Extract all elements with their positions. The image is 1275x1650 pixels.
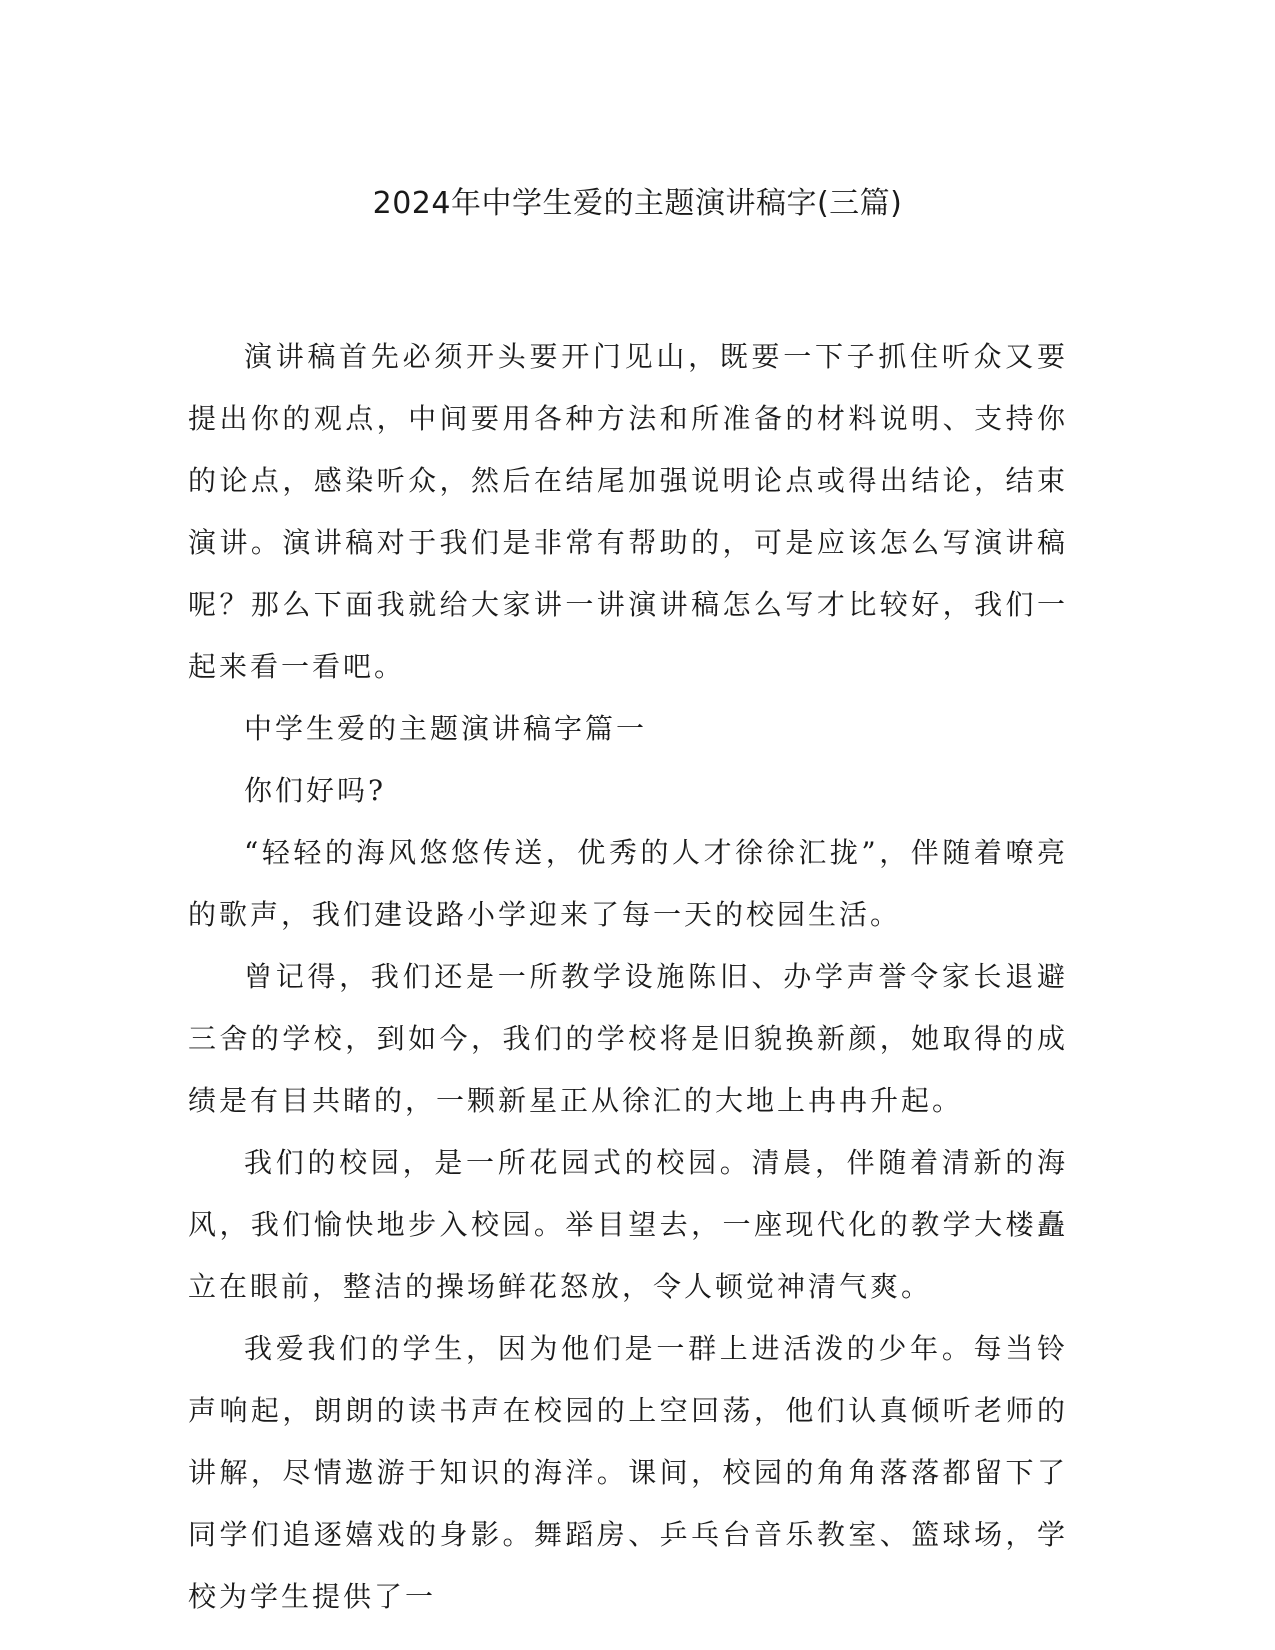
paragraph-greeting: 你们好吗? xyxy=(244,774,387,807)
document-title: 2024年中学生爱的主题演讲稿字(三篇) xyxy=(372,186,903,221)
paragraph-history: 曾记得，我们还是一所教学设施陈旧、办学声誉令家长退避三舍的学校，到如今，我们的学校将是旧貌换新颜，她取得的成绩是有目共睹的，一颗新星正从徐汇的大地上冉冉升起。 xyxy=(188,960,1068,1117)
paragraph-campus: 我们的校园，是一所花园式的校园。清晨，伴随着清新的海风，我们愉快地步入校园。举目望去，一座现代化的教学大楼矗立在眼前，整洁的操场鲜花怒放，令人顿觉神清气爽。 xyxy=(188,1146,1068,1303)
section-heading: 中学生爱的主题演讲稿字篇一 xyxy=(244,712,648,745)
paragraph-intro: 演讲稿首先必须开头要开门见山，既要一下子抓住听众又要提出你的观点，中间要用各种方法和所准备的材料说明、支持你的论点，感染听众，然后在结尾加强说明论点或得出结论，结束演讲。演讲稿对于我们是非常有帮助的，可是应该怎么写演讲稿呢？那么下面我就给大家讲一讲演讲稿怎么写才比较好，我们一起来看一看吧。 xyxy=(188,340,1068,683)
document-body xyxy=(188,326,1068,1628)
paragraph-song: “轻轻的海风悠悠传送，优秀的人才徐徐汇拢”，伴随着嘹亮的歌声，我们建设路小学迎来了每一天的校园生活。 xyxy=(188,836,1068,931)
paragraph-students: 我爱我们的学生，因为他们是一群上进活泼的少年。每当铃声响起，朗朗的读书声在校园的上空回荡，他们认真倾听老师的讲解，尽情遨游于知识的海洋。课间，校园的角角落落都留下了同学们追逐嬉戏的身影。舞蹈房、乒乓台音乐教室、篮球场，学校为学生提供了一 xyxy=(188,1332,1068,1613)
